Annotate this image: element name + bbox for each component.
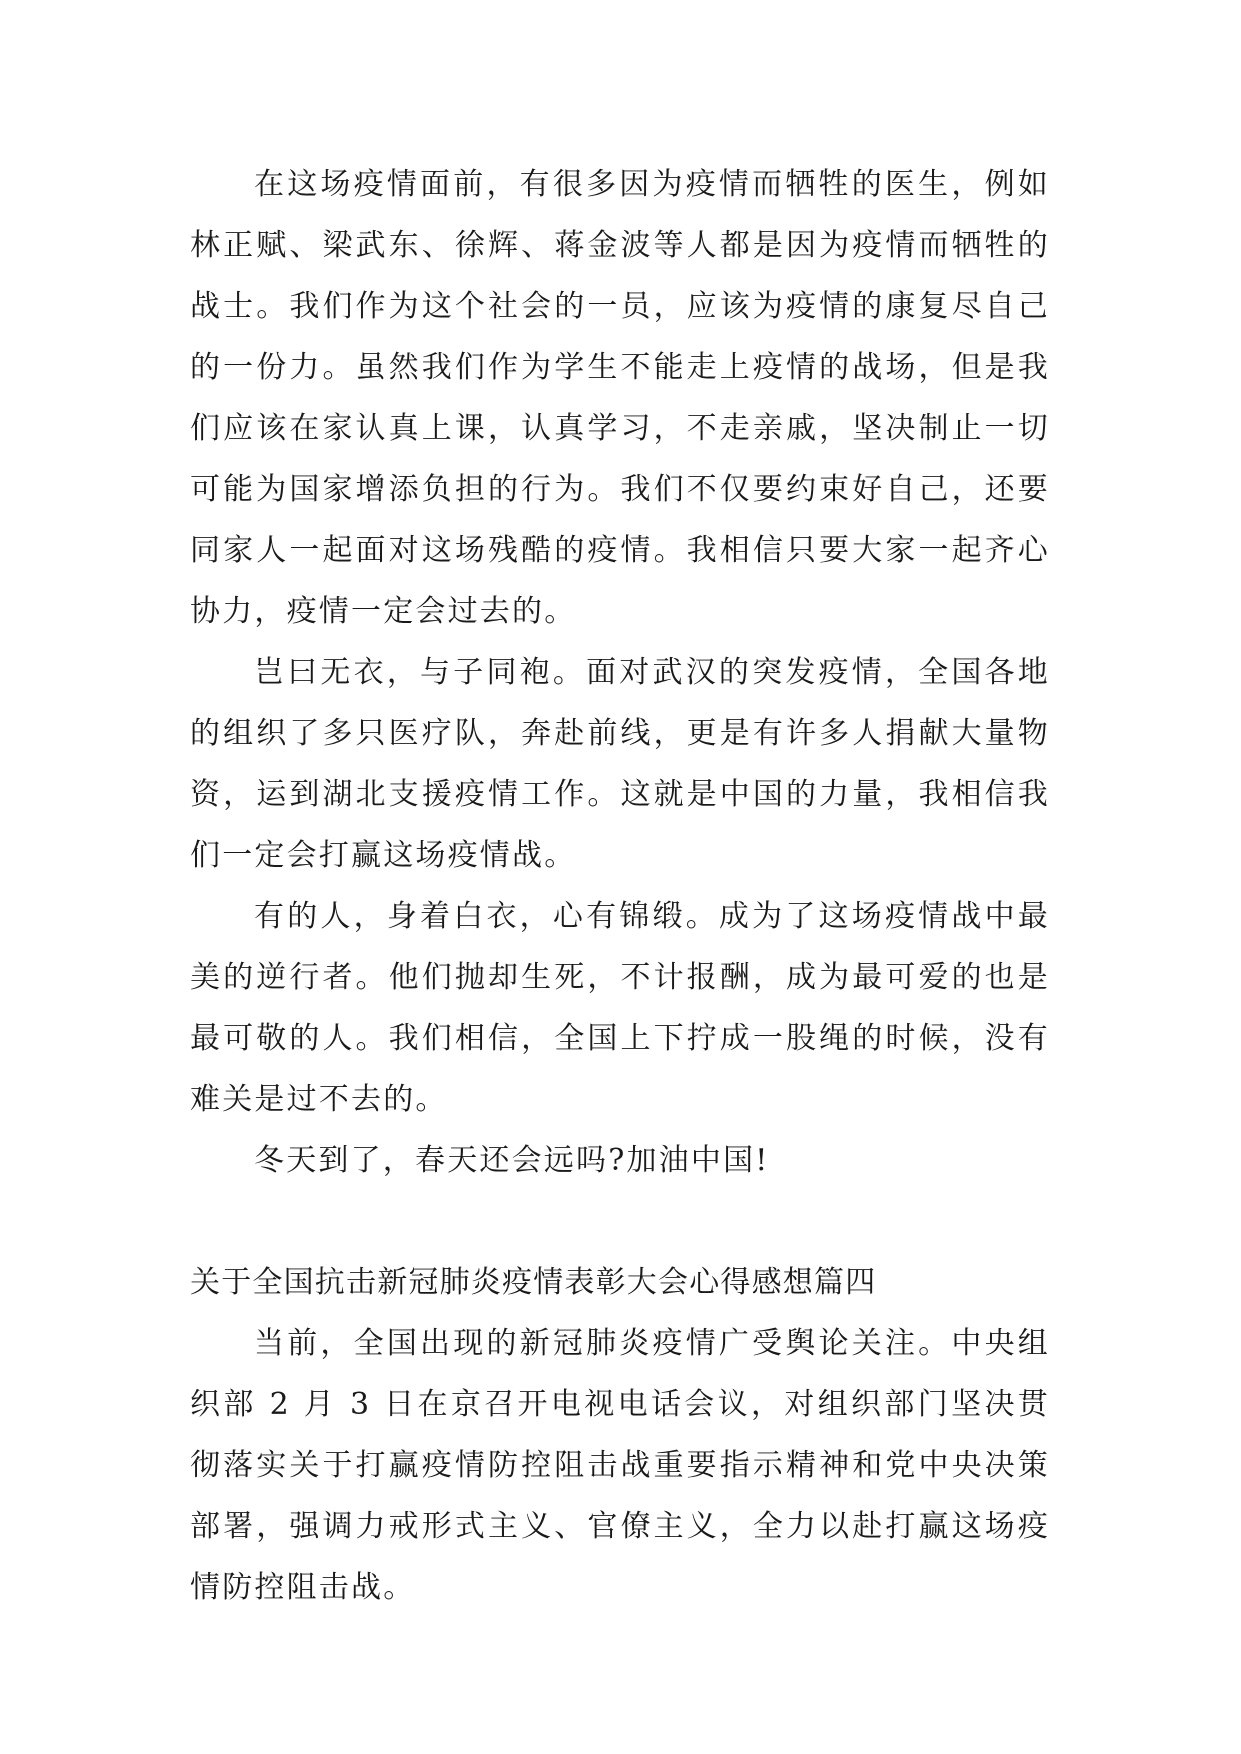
section-title: 关于全国抗击新冠肺炎疫情表彰大会心得感想篇四 (190, 1265, 877, 1300)
paragraph-medical-teams: 岂曰无衣，与子同袍。面对武汉的突发疫情，全国各地的组织了多只医疗队，奔赴前线，更是有许多人捐献大量物资，运到湖北支援疫情工作。这就是中国的力量，我相信我们一定会打赢这场疫情战。 (190, 655, 1050, 873)
document-body (190, 154, 1050, 1618)
paragraph-retrograde-heroes: 有的人，身着白衣，心有锦缎。成为了这场疫情战中最美的逆行者。他们抛却生死，不计报酬，成为最可爱的也是最可敬的人。我们相信，全国上下拧成一股绳的时候，没有难关是过不去的。 (190, 899, 1050, 1117)
paragraph-sacrificed-doctors: 在这场疫情面前，有很多因为疫情而牺牲的医生，例如林正赋、梁武东、徐辉、蒋金波等人都是因为疫情而牺牲的战士。我们作为这个社会的一员，应该为疫情的康复尽自己的一份力。虽然我们作为学生不能走上疫情的战场，但是我们应该在家认真上课，认真学习，不走亲戚，坚决制止一切可能为国家增添负担的行为。我们不仅要约束好自己，还要同家人一起面对这场残酷的疫情。我相信只要大家一起齐心协力，疫情一定会过去的。 (190, 167, 1050, 629)
paragraph-organization-department: 当前，全国出现的新冠肺炎疫情广受舆论关注。中央组织部 2 月 3 日在京召开电视电话会议，对组织部门坚决贯彻落实关于打赢疫情防控阻击战重要指示精神和党中央决策部署，强调力戒形式主义、官僚主义，全力以赴打赢这场疫情防控阻击战。 (190, 1326, 1050, 1605)
paragraph-spring-coming: 冬天到了，春天还会远吗?加油中国! (254, 1143, 770, 1178)
section-spacer (190, 1191, 1050, 1252)
